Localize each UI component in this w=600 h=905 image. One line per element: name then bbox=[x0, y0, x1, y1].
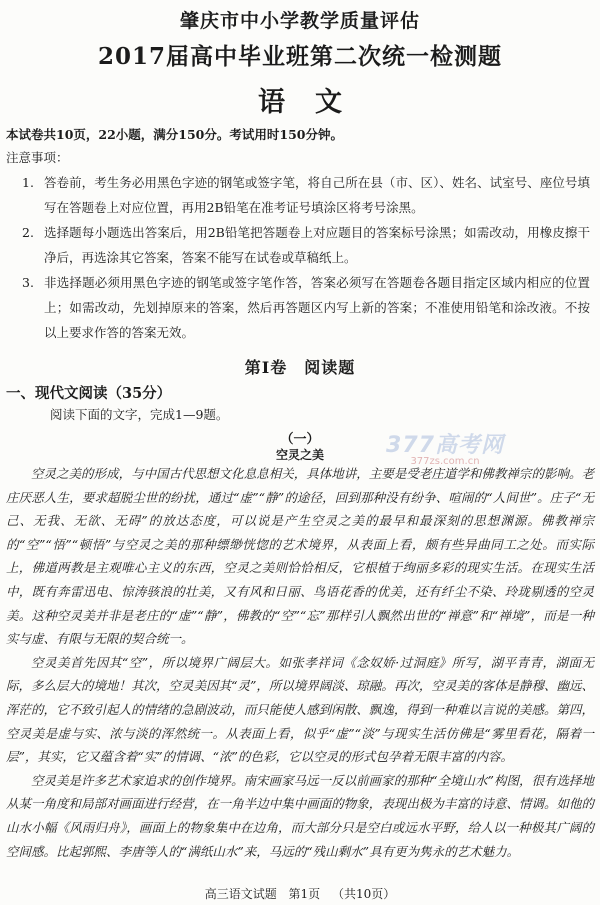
footer-label: 高三语文试题 bbox=[204, 887, 277, 901]
notice-item bbox=[22, 170, 590, 220]
article-title: 空灵之美 bbox=[275, 448, 324, 462]
exam-title: 2017届高中毕业班第二次统一检测题 bbox=[97, 43, 502, 70]
article-paragraph: 空灵美是许多艺术家追求的创作境界。南宋画家马远一反以前画家的那种“全境山水”构图，很有选择地从某一角度和局部对画面进行经营，在一角半边中集中画面的物象，表现出极为丰富的诗意、情调。如他的山水小幅《风雨归舟》，画面上的物象集中在边角，而大部分只是空白或远水平野，给人以一种极其广阔的空间感。比起郭熙、李唐等人的“满纸山水”来，马远的“残山剩水”具有更为隽永的艺术魅力。 bbox=[6, 772, 594, 859]
notice-number: 1. bbox=[22, 175, 34, 190]
notice-number: 2. bbox=[22, 225, 34, 240]
article-paragraph: 空灵之美的形成，与中国古代思想文化息息相关，具体地讲，主要是受老庄道学和佛教禅宗的影响。老庄厌恶人生，要求超脱尘世的纷扰，通过“虚”“静”的途径，回到那种没有纷争、喧闹的“人间世”。庄子“无己、无我、无欲、无碍”的放达态度，可以说是产生空灵之美的最早和最深刻的思想渊源。佛教禅宗的“空”“悟”“顿悟”与空灵之美的那种缥缈恍惚的艺术境界，从表面上看，颇有些异曲同工之处。而实际上，佛道两教是主观唯心主义的东西，空灵之美则恰恰相反，它根植于绚丽多彩的现实生活。在现实生活中，既有奔雷迅电、惊涛骇浪的壮美，又有风和日丽、鸟语花香的优美，还有纤尘不染、玲珑剔透的空灵美。这种空灵美并非是老庄的“虚”“静”，佛教的“空”“忘”那样引人飘然出世的“禅意”和“禅境”，而是一种实与虚、有限与无限的契合统一。 bbox=[6, 466, 594, 647]
organization-title: 肇庆市中小学教学质量评估 bbox=[179, 10, 420, 32]
part-heading: 一、现代文阅读（35分） bbox=[6, 385, 172, 402]
article-body bbox=[6, 462, 594, 863]
watermark-logo: 377高考网 bbox=[386, 433, 504, 458]
notice-number: 3. bbox=[22, 275, 34, 290]
notice-item bbox=[22, 270, 590, 345]
section-title: 第Ⅰ卷 阅读题 bbox=[244, 358, 356, 377]
paper-info: 本试卷共10页，22小题，满分150分。考试用时150分钟。 bbox=[6, 127, 343, 142]
footer-page: 第1页 bbox=[288, 887, 321, 901]
notice-text: 答卷前，考生务必用黑色字迹的钢笔或签字笔，将自己所在县（市、区）、姓名、试室号、座位号填写在答题卷上对应位置，再用2B铅笔在准考证号填涂区将考号涂黑。 bbox=[44, 175, 590, 215]
article-number: （一） bbox=[280, 432, 320, 447]
notice-item bbox=[22, 220, 590, 270]
subject-title: 语文 bbox=[258, 87, 372, 118]
watermark-url: 377zs.com.cn bbox=[410, 456, 480, 467]
page-footer bbox=[0, 885, 600, 902]
notice-text: 选择题每小题选出答案后，用2B铅笔把答题卷上对应题目的答案标号涂黑；如需改动，用橡皮擦干净后，再选涂其它答案，答案不能写在试卷或草稿纸上。 bbox=[44, 225, 590, 265]
footer-total: （共10页） bbox=[332, 887, 396, 901]
notice-list bbox=[22, 170, 590, 345]
notice-text: 非选择题必须用黑色字迹的钢笔或签字笔作答，答案必须写在答题卷各题目指定区域内相应的位置上；如需改动，先划掉原来的答案，然后再答题区内写上新的答案；不准使用铅笔和涂改液。不按以上要求作答的答案无效。 bbox=[44, 275, 590, 340]
reading-instruction: 阅读下面的文字，完成1—9题。 bbox=[50, 407, 229, 422]
article-paragraph: 空灵美首先因其“空”，所以境界广阔层大。如张孝祥词《念奴娇·过洞庭》所写，湖平青青，湖面无际，多么层大的境地！其次，空灵美因其“灵”，所以境界阔淡、琼融。再次，空灵美的客体是静穆、幽远、浑茫的，它不致引起人的情绪的急剧波动，而只能使人感到闲散、飘逸，得到一种难以言说的美感。第四，空灵美是虚与实、浓与淡的浑然统一。从表面上看，似乎“虚”“淡”与现实生活仿佛是“雾里看花，隔着一层”，其实，它又蕴含着“实”的情调、“浓”的色彩，它以空灵的形式包孕着无限丰富的内容。 bbox=[6, 654, 594, 765]
notice-title: 注意事项： bbox=[6, 150, 69, 165]
